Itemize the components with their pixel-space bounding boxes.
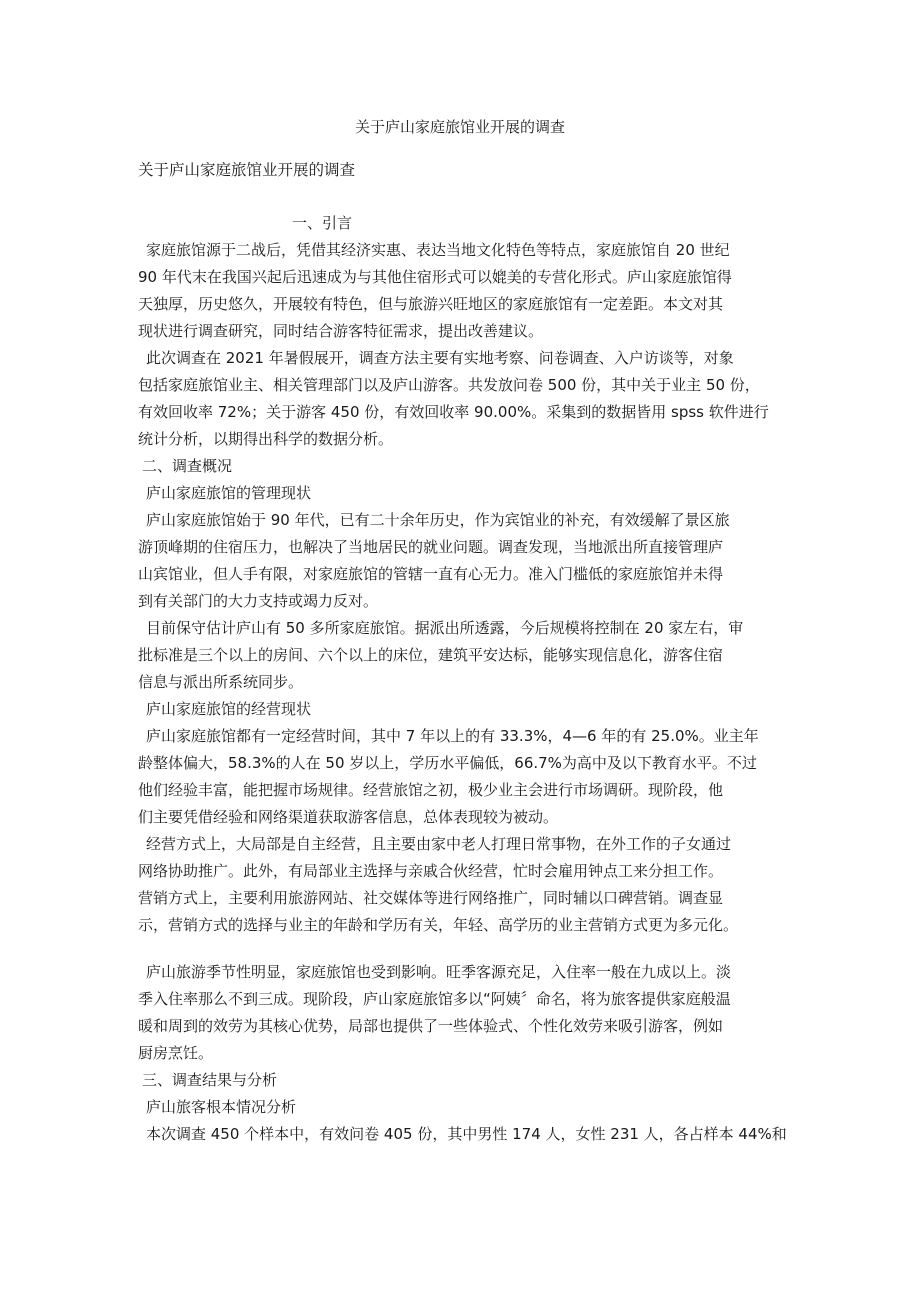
document-title: 关于庐山家庭旅馆业开展的调查 <box>354 118 565 136</box>
subsection-heading: 庐山家庭旅馆的管理现状 <box>146 484 312 502</box>
paragraph-line: 有效回收率 72%；关于游客 450 份，有效回收率 90.00%。采集到的数据皆用 spss 软件进行 <box>138 403 769 421</box>
paragraph-line: 现状进行调查研究，同时结合游客特征需求，提出改善建议。 <box>138 322 544 340</box>
paragraph-line: 此次调查在 2021 年暑假展开，调查方法主要有实地考察、问卷调查、入户访谈等，对象 <box>146 349 734 367</box>
paragraph-line: 家庭旅馆源于二战后，凭借其经济实惠、表达当地文化特色等特点，家庭旅馆自 20 世纪 <box>146 241 730 259</box>
paragraph-line: 山宾馆业，但人手有限，对家庭旅馆的管辖一直有心无力。准入门槛低的家庭旅馆并未得 <box>138 565 724 583</box>
subsection-heading: 庐山家庭旅馆的经营现状 <box>146 700 312 718</box>
subsection-heading: 庐山旅客根本情况分析 <box>146 1098 297 1116</box>
paragraph-line: 们主要凭借经验和网络渠道获取游客信息，总体表现较为被动。 <box>138 808 559 826</box>
paragraph-line: 营销方式上，主要利用旅游网站、社交媒体等进行网络推广，同时辅以口碑营销。调查显 <box>138 889 724 907</box>
section-heading-results: 三、调查结果与分析 <box>142 1071 278 1089</box>
paragraph-line: 庐山旅游季节性明显，家庭旅馆也受到影响。旺季客源充足，入住率一般在九成以上。淡 <box>146 963 732 981</box>
paragraph-line: 批标准是三个以上的房间、六个以上的床位，建筑平安达标，能够实现信息化，游客住宿 <box>138 646 724 664</box>
paragraph-line: 庐山家庭旅馆始于 90 年代，已有二十余年历史，作为宾馆业的补充，有效缓解了景区旅 <box>146 511 730 529</box>
paragraph-line: 目前保守估计庐山有 50 多所家庭旅馆。据派出所透露，今后规模将控制在 20 家左右，审 <box>146 619 744 637</box>
paragraph-spacer <box>138 939 798 959</box>
paragraph-line: 季入住率那么不到三成。现阶段，庐山家庭旅馆多以“阿姨〞命名，将为旅客提供家庭般温 <box>138 990 731 1008</box>
paragraph-line: 游顶峰期的住宿压力，也解决了当地居民的就业问题。调查发现，当地派出所直接管理庐 <box>138 538 724 556</box>
section-heading-intro: 一、引言 <box>292 214 353 232</box>
paragraph-line: 信息与派出所系统同步。 <box>138 673 304 691</box>
section-heading-overview: 二、调查概况 <box>142 457 233 475</box>
document-subtitle: 关于庐山家庭旅馆业开展的调查 <box>138 161 356 179</box>
paragraph-line: 厨房烹饪。 <box>138 1044 214 1062</box>
document-body <box>138 210 798 1148</box>
paragraph-line: 庐山家庭旅馆都有一定经营时间，其中 7 年以上的有 33.3%，4—6 年的有 25.0%。业主年 <box>146 727 759 745</box>
paragraph-line: 网络协助推广。此外，有局部业主选择与亲戚合伙经营，忙时会雇用钟点工来分担工作。 <box>138 862 724 880</box>
paragraph-line: 龄整体偏大，58.3%的人在 50 岁以上，学历水平偏低，66.7%为高中及以下教育水平。不过 <box>138 754 757 772</box>
paragraph-line: 包括家庭旅馆业主、相关管理部门以及庐山游客。共发放问卷 500 份，其中关于业主 50 份， <box>138 376 760 394</box>
paragraph-line: 天独厚，历史悠久，开展较有特色，但与旅游兴旺地区的家庭旅馆有一定差距。本文对其 <box>138 295 724 313</box>
paragraph-line: 本次调查 450 个样本中，有效问卷 405 份，其中男性 174 人，女性 231 人，各占样本 44%和 <box>146 1125 787 1143</box>
paragraph-line: 到有关部门的大力支持或竭力反对。 <box>138 592 379 610</box>
paragraph-line: 他们经验丰富，能把握市场规律。经营旅馆之初，极少业主会进行市场调研。现阶段，他 <box>138 781 724 799</box>
paragraph-line: 暖和周到的效劳为其核心优势，局部也提供了一些体验式、个性化效劳来吸引游客，例如 <box>138 1017 724 1035</box>
paragraph-line: 经营方式上，大局部是自主经营，且主要由家中老人打理日常事物，在外工作的子女通过 <box>146 835 732 853</box>
paragraph-line: 统计分析，以期得出科学的数据分析。 <box>138 430 394 448</box>
paragraph-line: 示，营销方式的选择与业主的年龄和学历有关，年轻、高学历的业主营销方式更为多元化。 <box>138 916 739 934</box>
paragraph-line: 90 年代末在我国兴起后迅速成为与其他住宿形式可以媲美的专营化形式。庐山家庭旅馆得 <box>138 268 732 286</box>
